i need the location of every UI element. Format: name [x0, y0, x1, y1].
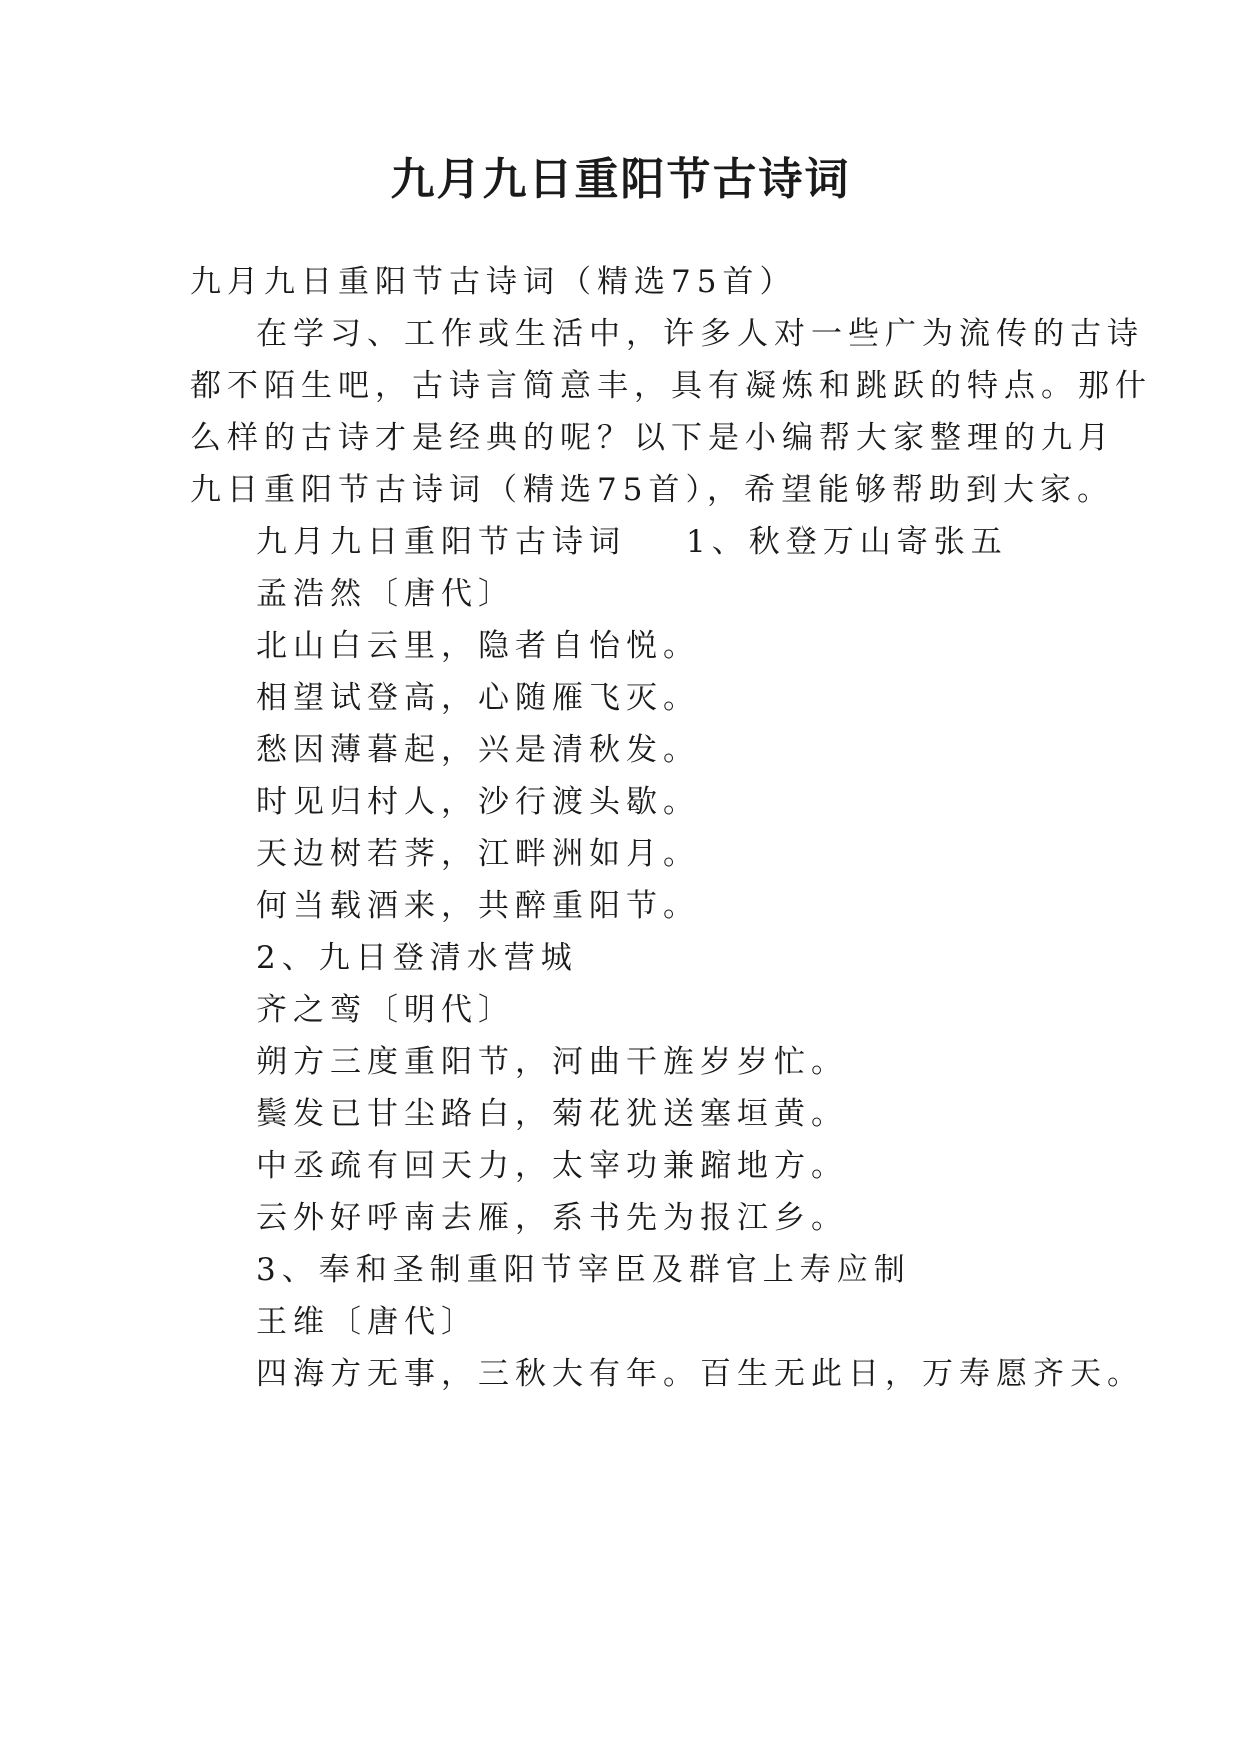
poem-line: 时见归村人，沙行渡头歇。 — [256, 784, 700, 820]
section-heading-row — [256, 522, 1008, 562]
poem-line: 天边树若荠，江畔洲如月。 — [256, 836, 700, 872]
page-title: 九月九日重阳节古诗词 — [390, 154, 851, 205]
poem-author: 王维〔唐代〕 — [256, 1304, 478, 1340]
poem-title: 3、奉和圣制重阳节宰臣及群官上寿应制 — [256, 1252, 911, 1288]
intro-line: 都不陌生吧，古诗言简意丰，具有凝炼和跳跃的特点。那什 — [190, 368, 1152, 404]
poem-line: 北山白云里，隐者自怡悦。 — [256, 628, 700, 664]
poem-author: 齐之鸾〔明代〕 — [256, 992, 515, 1028]
poem-line: 何当载酒来，共醉重阳节。 — [256, 888, 700, 924]
poem-line: 四海方无事，三秋大有年。百生无此日，万寿愿齐天。 — [256, 1356, 1144, 1392]
poem-line: 中丞疏有回天力，太宰功兼蹜地方。 — [256, 1148, 848, 1184]
poem-line: 云外好呼南去雁，系书先为报江乡。 — [256, 1200, 848, 1236]
intro-line: 九日重阳节古诗词（精选75首），希望能够帮助到大家。 — [190, 472, 1114, 508]
poem-line: 鬓发已甘尘路白，菊花犹送塞垣黄。 — [256, 1096, 848, 1132]
poem-title: 1、秋登万山寄张五 — [686, 524, 1008, 560]
poem-line: 朔方三度重阳节，河曲干旌岁岁忙。 — [256, 1044, 848, 1080]
poem-author: 孟浩然〔唐代〕 — [256, 576, 515, 612]
intro-line: 在学习、工作或生活中，许多人对一些广为流传的古诗 — [256, 316, 1144, 352]
section-heading: 九月九日重阳节古诗词 — [256, 524, 626, 560]
document-subtitle: 九月九日重阳节古诗词（精选75首） — [190, 264, 797, 300]
poem-line: 相望试登高，心随雁飞灭。 — [256, 680, 700, 716]
intro-line: 么样的古诗才是经典的呢？以下是小编帮大家整理的九月 — [190, 420, 1115, 456]
poem-line: 愁因薄暮起，兴是清秋发。 — [256, 732, 700, 768]
poem-title: 2、九日登清水营城 — [256, 940, 578, 976]
